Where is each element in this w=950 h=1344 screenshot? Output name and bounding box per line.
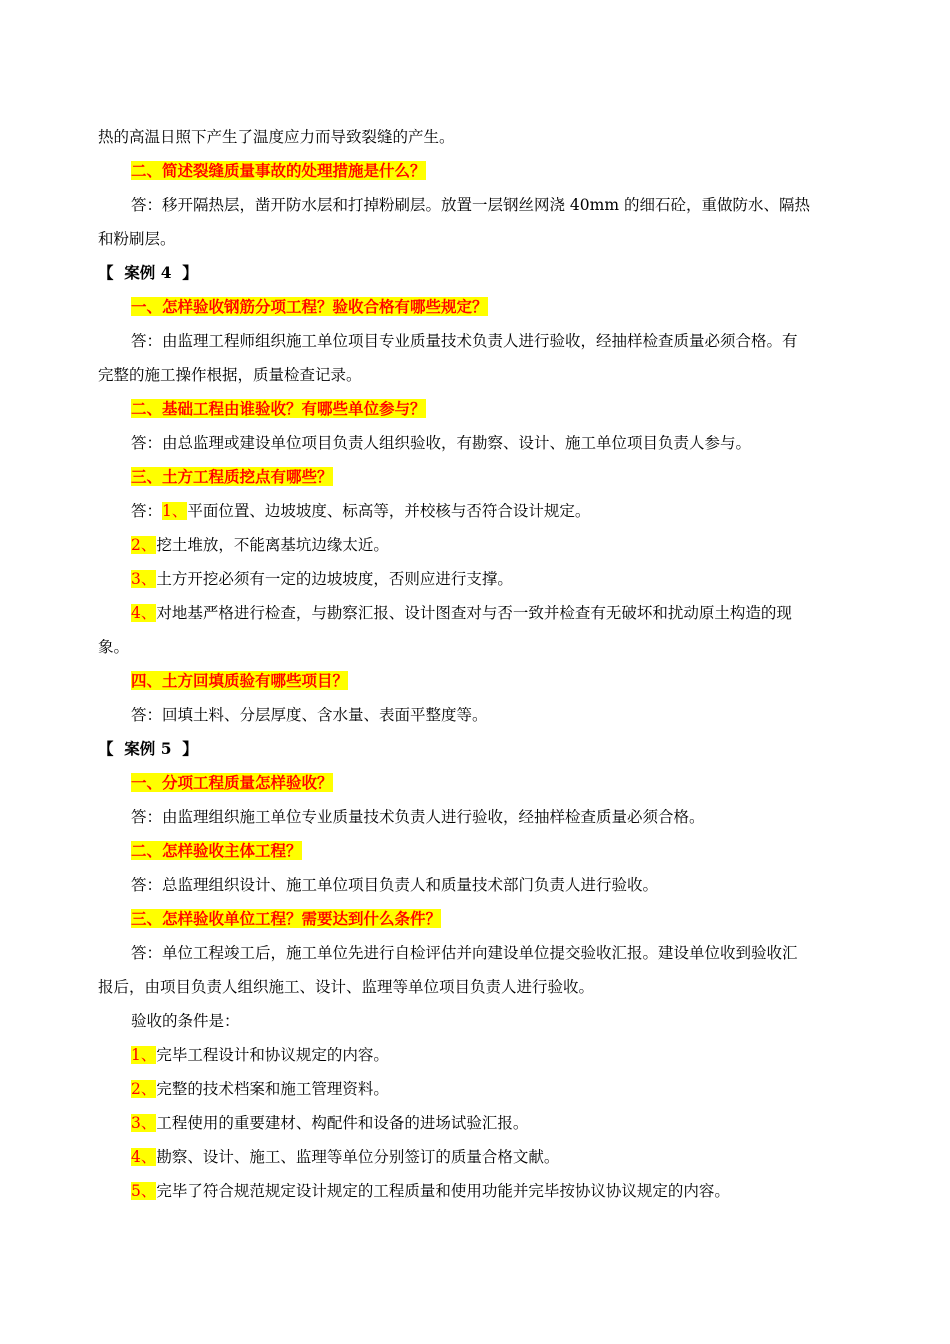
question-text: 二、简述裂缝质量事故的处理措施是什么？ bbox=[131, 161, 426, 180]
document-body bbox=[98, 120, 858, 1208]
item-text: 土方开挖必须有一定的边坡坡度，否则应进行支撑。 bbox=[156, 570, 513, 588]
paragraph-line: 答：由总监理或建设单位项目负责人组织验收，有勘察、设计、施工单位项目负责人参与。 bbox=[131, 434, 752, 452]
question-text: 三、怎样验收单位工程？需要达到什么条件？ bbox=[131, 909, 442, 928]
item-number: 3、 bbox=[131, 570, 157, 588]
item-text: 完整的技术档案和施工管理资料。 bbox=[156, 1080, 389, 1098]
numbered-item bbox=[98, 1038, 858, 1072]
numbered-item bbox=[98, 494, 858, 528]
question-text: 四、土方回填质验有哪些项目？ bbox=[131, 671, 349, 690]
paragraph-line: 答：由监理工程师组织施工单位项目专业质量技术负责人进行验收，经抽样检查质量必须合格。有 bbox=[131, 332, 798, 350]
question-text: 二、基础工程由谁验收？有哪些单位参与？ bbox=[131, 399, 426, 418]
paragraph-line: 完整的施工操作根据，质量检查记录。 bbox=[98, 366, 362, 384]
question-heading bbox=[98, 902, 858, 936]
paragraph-line: 答：移开隔热层，凿开防水层和打掉粉刷层。放置一层钢丝网浇 40mm 的细石砼，重做防水、隔热 bbox=[131, 196, 810, 214]
item-text: 工程使用的重要建材、构配件和设备的进场试验汇报。 bbox=[156, 1114, 529, 1132]
item-text: 对地基严格进行检查，与勘察汇报、设计图查对与否一致并检查有无破坏和扰动原土构造的现 bbox=[156, 604, 792, 622]
case-heading bbox=[98, 256, 858, 290]
question-heading bbox=[98, 460, 858, 494]
item-number: 5、 bbox=[131, 1182, 157, 1200]
item-text: 完毕工程设计和协议规定的内容。 bbox=[156, 1046, 389, 1064]
case-heading bbox=[98, 732, 858, 766]
item-text: 挖土堆放，不能离基坑边缘太近。 bbox=[156, 536, 389, 554]
item-number: 2、 bbox=[131, 536, 157, 554]
item-number: 4、 bbox=[131, 1148, 157, 1166]
question-heading bbox=[98, 766, 858, 800]
question-text: 二、怎样验收主体工程？ bbox=[131, 841, 302, 860]
numbered-item bbox=[98, 596, 858, 630]
paragraph-line: 和粉刷层。 bbox=[98, 230, 176, 248]
numbered-item bbox=[98, 528, 858, 562]
paragraph-line: 热的高温日照下产生了温度应力而导致裂缝的产生。 bbox=[98, 128, 455, 146]
answer-prefix: 答： bbox=[131, 502, 163, 520]
item-number: 4、 bbox=[131, 604, 157, 622]
paragraph-line: 答：回填土料、分层厚度、含水量、表面平整度等。 bbox=[131, 706, 488, 724]
question-heading bbox=[98, 392, 858, 426]
item-text: 平面位置、边坡坡度、标高等，并校核与否符合设计规定。 bbox=[187, 502, 591, 520]
paragraph-line: 象。 bbox=[98, 638, 130, 656]
numbered-item bbox=[98, 1106, 858, 1140]
question-heading bbox=[98, 290, 858, 324]
question-heading bbox=[98, 154, 858, 188]
item-number: 2、 bbox=[131, 1080, 157, 1098]
item-number: 1、 bbox=[131, 1046, 157, 1064]
numbered-item bbox=[98, 1174, 858, 1208]
question-text: 三、土方工程质挖点有哪些？ bbox=[131, 467, 333, 486]
question-text: 一、分项工程质量怎样验收？ bbox=[131, 773, 333, 792]
item-text: 勘察、设计、施工、监理等单位分别签订的质量合格文献。 bbox=[156, 1148, 560, 1166]
paragraph-line: 验收的条件是： bbox=[131, 1012, 240, 1030]
numbered-item bbox=[98, 1072, 858, 1106]
numbered-item bbox=[98, 1140, 858, 1174]
question-heading bbox=[98, 664, 858, 698]
paragraph-line: 答：单位工程竣工后，施工单位先进行自检评估并向建设单位提交验收汇报。建设单位收到验收汇 bbox=[131, 944, 798, 962]
paragraph-line: 报后，由项目负责人组织施工、设计、监理等单位项目负责人进行验收。 bbox=[98, 978, 595, 996]
item-text: 完毕了符合规范规定设计规定的工程质量和使用功能并完毕按协议协议规定的内容。 bbox=[156, 1182, 730, 1200]
item-number: 3、 bbox=[131, 1114, 157, 1132]
question-text: 一、怎样验收钢筋分项工程？验收合格有哪些规定？ bbox=[131, 297, 488, 316]
item-number: 1、 bbox=[162, 502, 188, 520]
question-heading bbox=[98, 834, 858, 868]
paragraph-line: 答：总监理组织设计、施工单位项目负责人和质量技术部门负责人进行验收。 bbox=[131, 876, 659, 894]
case-title: 【 案例 4 】 bbox=[98, 263, 198, 282]
paragraph-line: 答：由监理组织施工单位专业质量技术负责人进行验收，经抽样检查质量必须合格。 bbox=[131, 808, 705, 826]
numbered-item bbox=[98, 562, 858, 596]
case-title: 【 案例 5 】 bbox=[98, 739, 198, 758]
